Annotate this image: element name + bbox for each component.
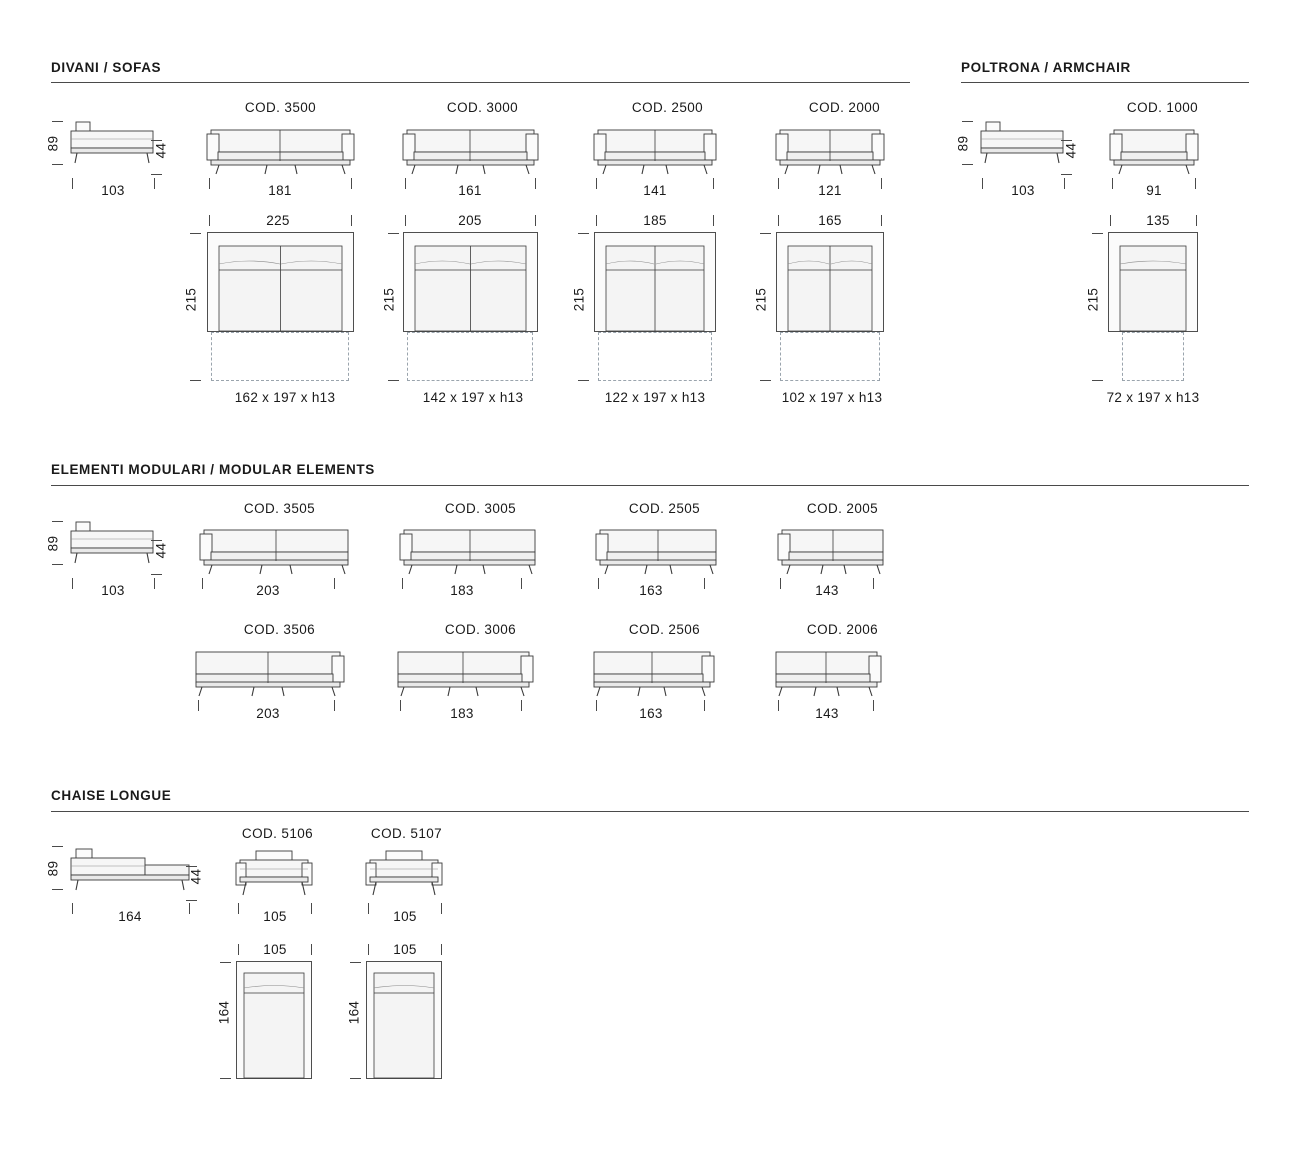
sofa-2000-plan-drawing (776, 232, 884, 332)
modular-3006-width-label: 183 (450, 706, 474, 721)
modular-3005-width-tick-left (402, 578, 403, 589)
armchair-plan-rug-outline (1122, 332, 1184, 381)
armchair-plan-depth-tick-bottom (1092, 380, 1103, 381)
modular-2006-width-tick-left (778, 700, 779, 711)
sofa-plan-2-rug-outline (407, 332, 533, 381)
armchair-side-height-tick-top (962, 121, 973, 122)
modular-3506-width-label: 203 (256, 706, 280, 721)
modular-3505-width-tick-left (202, 578, 203, 589)
chaise-5106-plan-drawing (236, 961, 312, 1079)
modular-3006-width-tick-right (521, 700, 522, 711)
modular-3505-width-tick-right (334, 578, 335, 589)
chaise-side-height-label: 89 (45, 860, 61, 877)
section-rule-modular (51, 485, 1249, 486)
chaise-plan-2-depth-label: 164 (346, 1000, 362, 1025)
sofa-side-depth-tick-left (72, 178, 73, 189)
sofa-3500-plan-drawing (207, 232, 354, 332)
armchair-plan-depth-tick-top (1092, 233, 1103, 234)
sofa-plan-3-depth-tick-bottom (578, 380, 589, 381)
sofa-seat-height-label: 44 (153, 142, 169, 159)
section-rule-sofas (51, 82, 910, 83)
sofa-plan-2-width-tick-left (405, 215, 406, 226)
cod-5106-label: COD. 5106 (241, 826, 314, 841)
sofa-3000-width-tick-right (535, 178, 536, 189)
chaise-5106-front-drawing (236, 849, 312, 901)
armchair-plan-rug-label: 72 x 197 x h13 (1106, 390, 1200, 405)
sofa-plan-1-depth-label: 215 (183, 287, 199, 312)
cod-2000-label: COD. 2000 (808, 100, 881, 115)
armchair-seat-height-tick-bottom (1061, 174, 1072, 175)
sofa-side-height-tick-top (52, 121, 63, 122)
sofa-plan-1-width-label: 225 (266, 213, 290, 228)
sofa-side-height-label: 89 (45, 135, 61, 152)
sofa-plan-4-rug-label: 102 x 197 x h13 (781, 390, 883, 405)
modular-2005-width-label: 143 (815, 583, 839, 598)
section-rule-armchair (961, 82, 1249, 83)
modular-2505-drawing (596, 524, 716, 576)
modular-2005-width-tick-left (780, 578, 781, 589)
modular-seat-height-label: 44 (153, 542, 169, 559)
chaise-5107-width-tick-right (441, 903, 442, 914)
modular-3005-drawing (400, 524, 535, 576)
modular-3505-width-label: 203 (256, 583, 280, 598)
sofa-2500-width-tick-left (596, 178, 597, 189)
modular-3505-drawing (200, 524, 348, 576)
chaise-plan-1-depth-tick-bottom (220, 1078, 231, 1079)
armchair-seat-height-label: 44 (1063, 142, 1079, 159)
sofa-plan-4-depth-label: 215 (753, 287, 769, 312)
chaise-plan-2-depth-tick-bottom (350, 1078, 361, 1079)
modular-side-height-tick-top (52, 521, 63, 522)
chaise-5106-width-tick-right (311, 903, 312, 914)
sofa-plan-3-rug-outline (598, 332, 712, 381)
modular-3006-width-tick-left (400, 700, 401, 711)
modular-side-height-label: 89 (45, 535, 61, 552)
modular-2506-width-tick-right (704, 700, 705, 711)
sofa-plan-2-depth-tick-top (388, 233, 399, 234)
cod-1000-label: COD. 1000 (1126, 100, 1199, 115)
section-title-chaise: CHAISE LONGUE (51, 788, 172, 803)
sofa-plan-3-depth-label: 215 (571, 287, 587, 312)
modular-2005-drawing (778, 524, 883, 576)
modular-seat-height-tick-bottom (151, 574, 162, 575)
modular-3506-width-tick-right (334, 700, 335, 711)
modular-3005-width-tick-right (521, 578, 522, 589)
armchair-side-height-label: 89 (955, 135, 971, 152)
chaise-5107-front-drawing (366, 849, 442, 901)
sofa-2500-plan-drawing (594, 232, 716, 332)
sofa-plan-3-width-tick-left (596, 215, 597, 226)
armchair-front-width-tick-right (1195, 178, 1196, 189)
cod-2505-label: COD. 2505 (628, 501, 701, 516)
sofa-plan-4-rug-outline (780, 332, 880, 381)
sofa-plan-3-rug-label: 122 x 197 x h13 (604, 390, 706, 405)
modular-3506-width-tick-left (198, 700, 199, 711)
modular-3006-drawing (398, 646, 533, 698)
sofa-2000-front-drawing (776, 124, 884, 176)
sofa-2500-width-tick-right (713, 178, 714, 189)
sofa-plan-2-rug-label: 142 x 197 x h13 (422, 390, 524, 405)
chaise-plan-1-width-tick-left (238, 944, 239, 955)
sofa-3500-width-label: 181 (268, 183, 292, 198)
sofa-plan-1-width-tick-right (351, 215, 352, 226)
sofa-plan-1-depth-tick-bottom (190, 380, 201, 381)
chaise-side-depth-label: 164 (118, 909, 142, 924)
armchair-side-depth-tick-left (982, 178, 983, 189)
section-title-armchair: POLTRONA / ARMCHAIR (961, 60, 1131, 75)
modular-side-height-tick-bottom (52, 564, 63, 565)
armchair-front-width-label: 91 (1146, 183, 1162, 198)
sofa-plan-1-rug-label: 162 x 197 x h13 (234, 390, 336, 405)
sofa-plan-1-width-tick-left (209, 215, 210, 226)
sofa-plan-2-width-tick-right (535, 215, 536, 226)
sofa-3000-width-tick-left (405, 178, 406, 189)
armchair-side-depth-tick-right (1064, 178, 1065, 189)
chaise-seat-height-tick-bottom (186, 900, 197, 901)
modular-2505-width-tick-left (598, 578, 599, 589)
cod-2006-label: COD. 2006 (806, 622, 879, 637)
modular-side-view-drawing (70, 520, 160, 570)
chaise-5106-width-tick-left (238, 903, 239, 914)
armchair-front-width-tick-left (1112, 178, 1113, 189)
cod-2500-label: COD. 2500 (631, 100, 704, 115)
sofa-plan-2-width-label: 205 (458, 213, 482, 228)
armchair-plan-drawing (1108, 232, 1198, 332)
sofa-3500-width-tick-left (209, 178, 210, 189)
chaise-side-depth-tick-right (189, 903, 190, 914)
section-title-sofas: DIVANI / SOFAS (51, 60, 162, 75)
section-rule-chaise (51, 811, 1249, 812)
sofa-2000-width-tick-right (881, 178, 882, 189)
cod-3505-label: COD. 3505 (243, 501, 316, 516)
modular-side-depth-label: 103 (101, 583, 125, 598)
modular-2006-drawing (776, 646, 881, 698)
sofa-side-height-tick-bottom (52, 164, 63, 165)
armchair-front-drawing (1110, 124, 1198, 176)
sofa-plan-4-width-label: 165 (818, 213, 842, 228)
sofa-2000-width-tick-left (778, 178, 779, 189)
sofa-2000-width-label: 121 (818, 183, 842, 198)
sofa-2500-front-drawing (594, 124, 716, 176)
modular-3506-drawing (196, 646, 344, 698)
chaise-plan-1-depth-label: 164 (216, 1000, 232, 1025)
chaise-side-depth-tick-left (72, 903, 73, 914)
cod-2506-label: COD. 2506 (628, 622, 701, 637)
cod-3500-label: COD. 3500 (244, 100, 317, 115)
modular-2005-width-tick-right (873, 578, 874, 589)
modular-2506-drawing (594, 646, 714, 698)
chaise-plan-2-depth-tick-top (350, 962, 361, 963)
modular-side-depth-tick-right (154, 578, 155, 589)
sofa-plan-3-width-tick-right (713, 215, 714, 226)
modular-side-depth-tick-left (72, 578, 73, 589)
modular-2006-width-tick-right (873, 700, 874, 711)
sofa-3000-front-drawing (403, 124, 538, 176)
sofa-plan-1-depth-tick-top (190, 233, 201, 234)
modular-3005-width-label: 183 (450, 583, 474, 598)
chaise-plan-1-width-tick-right (311, 944, 312, 955)
sofa-3500-front-drawing (207, 124, 354, 176)
cod-3006-label: COD. 3006 (444, 622, 517, 637)
chaise-5106-width-label: 105 (263, 909, 287, 924)
armchair-side-view-drawing (980, 120, 1070, 170)
sofa-seat-height-tick-bottom (151, 174, 162, 175)
sofa-side-depth-tick-right (154, 178, 155, 189)
sofa-side-depth-label: 103 (101, 183, 125, 198)
sofa-plan-2-depth-label: 215 (381, 287, 397, 312)
armchair-plan-width-label: 135 (1146, 213, 1170, 228)
sofa-3500-width-tick-right (351, 178, 352, 189)
modular-2006-width-label: 143 (815, 706, 839, 721)
sofa-plan-4-depth-tick-top (760, 233, 771, 234)
sofa-3000-plan-drawing (403, 232, 538, 332)
chaise-plan-2-width-label: 105 (393, 942, 417, 957)
chaise-plan-2-width-tick-left (368, 944, 369, 955)
armchair-plan-width-tick-right (1196, 215, 1197, 226)
cod-2005-label: COD. 2005 (806, 501, 879, 516)
sofa-plan-4-width-tick-left (778, 215, 779, 226)
section-title-modular: ELEMENTI MODULARI / MODULAR ELEMENTS (51, 462, 375, 477)
chaise-5107-width-tick-left (368, 903, 369, 914)
chaise-plan-1-width-label: 105 (263, 942, 287, 957)
chaise-seat-height-label: 44 (188, 868, 204, 885)
cod-3005-label: COD. 3005 (444, 501, 517, 516)
sofa-plan-1-rug-outline (211, 332, 349, 381)
cod-3506-label: COD. 3506 (243, 622, 316, 637)
modular-2506-width-tick-left (596, 700, 597, 711)
modular-2505-width-label: 163 (639, 583, 663, 598)
chaise-plan-1-depth-tick-top (220, 962, 231, 963)
armchair-side-height-tick-bottom (962, 164, 973, 165)
chaise-5107-plan-drawing (366, 961, 442, 1079)
armchair-plan-depth-label: 215 (1085, 287, 1101, 312)
chaise-side-height-tick-top (52, 846, 63, 847)
armchair-side-depth-label: 103 (1011, 183, 1035, 198)
chaise-plan-2-width-tick-right (441, 944, 442, 955)
sofa-plan-3-width-label: 185 (643, 213, 667, 228)
sofa-plan-3-depth-tick-top (578, 233, 589, 234)
sofa-3000-width-label: 161 (458, 183, 482, 198)
sofa-2500-width-label: 141 (643, 183, 667, 198)
chaise-5107-width-label: 105 (393, 909, 417, 924)
armchair-plan-width-tick-left (1110, 215, 1111, 226)
chaise-side-view-drawing (70, 845, 194, 897)
chaise-side-height-tick-bottom (52, 889, 63, 890)
sofa-plan-4-depth-tick-bottom (760, 380, 771, 381)
sofa-side-view-drawing (70, 120, 160, 170)
cod-3000-label: COD. 3000 (446, 100, 519, 115)
sofa-plan-2-depth-tick-bottom (388, 380, 399, 381)
modular-2506-width-label: 163 (639, 706, 663, 721)
modular-2505-width-tick-right (704, 578, 705, 589)
cod-5107-label: COD. 5107 (370, 826, 443, 841)
sofa-plan-4-width-tick-right (881, 215, 882, 226)
